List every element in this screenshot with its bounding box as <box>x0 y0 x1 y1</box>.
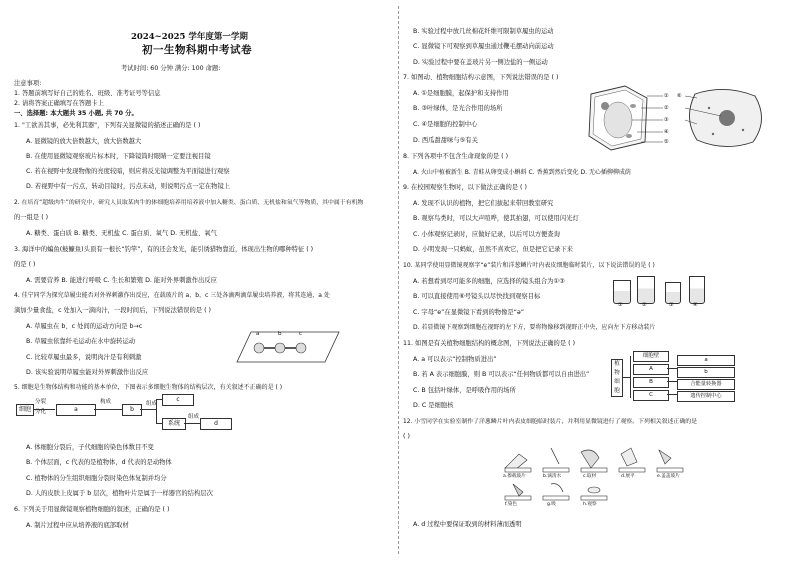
map-line <box>667 394 677 395</box>
note-item: 2. 请将答案正确填写在答题卡上 <box>14 100 104 107</box>
option: C. 若在视野中发现物像的亮度较暗，则应将反光镜调整为平面镜进行观察 <box>26 168 230 175</box>
step-label: f.染色 <box>505 502 517 507</box>
level-c-box: c <box>162 394 194 406</box>
option: D. 若视野中有一污点，转动目镜时，污点未动，则说明污点一定在物镜上 <box>26 183 231 190</box>
cell-label: ③ <box>664 117 669 123</box>
arrow-line <box>33 409 55 410</box>
cell-box: 细胞 <box>16 404 34 416</box>
lens-4 <box>689 276 705 304</box>
option: A. 制片过程中应从培养液的底部取材 <box>26 522 129 529</box>
map-line <box>667 368 677 369</box>
branch-line <box>156 399 157 424</box>
option: D. 小明发现一只蚂蚁，虽然不喜欢它，但是把它记录下来 <box>413 246 573 253</box>
map-line <box>667 381 677 382</box>
cell-diagram-figure <box>585 84 771 152</box>
question-9: 9. 在校园观察生物时，以下做法正确的是 ( ) <box>403 184 527 191</box>
option: D. 人的皮肤上皮属于 b 层次，植物叶片是属于一样器官的结构层次 <box>26 490 213 497</box>
lens-label: ② <box>642 302 647 308</box>
option: D. 西瓜甜甜味与⑤有关 <box>413 137 478 144</box>
system-box: 系统 <box>162 418 186 430</box>
question-7: 7. 如图动、植物细胞结构示意图，下列说法错误的是 ( ) <box>403 74 559 81</box>
edge-label: 组成 <box>146 401 158 407</box>
arrow-line <box>94 409 122 410</box>
edge-label: 构成 <box>100 399 112 405</box>
cell-label: ① <box>664 93 669 99</box>
drop-label-a: a <box>256 331 260 337</box>
arrow-line <box>184 423 200 424</box>
option: C. 字母“e”在显微镜下看到的物像是“ə” <box>413 309 525 316</box>
option: C. B 包括叶绿体，是呼吸作用的场所 <box>413 387 516 394</box>
exam-info: 考试时间: 60 分钟 满分: 100 命题: <box>121 65 221 72</box>
step-label: h.观察 <box>583 502 597 507</box>
question-12: 12. 小雪同学在实验室制作了洋葱鳞片叶内表皮细胞临时装片，并利用显微镜进行了观察。下列相关叙述正确的是 <box>403 419 697 425</box>
notes-heading: 注意事项: <box>14 80 42 87</box>
structure-flow-figure <box>16 398 266 438</box>
option: C. ④是细胞的控制中心 <box>413 121 478 128</box>
differentiate-label: 分化 <box>35 409 47 415</box>
slide-figure <box>229 330 341 364</box>
question-4-cont: 滴加少量食盐，c 处加入一滴肉汁，一段时间后，下列说法错误的是 ( ) <box>14 307 211 314</box>
step-label: a.擦载玻片 <box>503 474 526 479</box>
option: A. a 可以表示“控制物质进出” <box>413 356 497 363</box>
option: B. 若 A 表示细胞膜，则 B 可以表示“任何物质都可以自由进出” <box>413 371 590 378</box>
question-2: 2. 在培育“超级肉牛”的研究中，研究人员取某肉牛的体细胞培养用培养液中加入糖类、蛋白质、无机盐和氧气等物质，其中属于有机物 <box>14 200 364 206</box>
page-title: 初一生物科期中考试卷 <box>142 44 252 56</box>
level-a-box: a <box>56 404 96 416</box>
map-node-c: C <box>633 390 669 401</box>
option: B. 个体层面，c 代表的是植物体，d 代表的是动物体 <box>26 459 172 466</box>
term-line: 2024~2025 学年度第一学期 <box>131 32 248 42</box>
concept-map-figure <box>611 351 771 407</box>
note-item: 1. 答题前填写好自己的姓名、班级、准考证号等信息 <box>14 90 161 97</box>
options-row: A. 糖类、蛋白质 B. 糖类、无机盐 C. 蛋白质、氧气 D. 无机盐、氧气 <box>26 230 217 237</box>
question-3: 3. 海洋中的蝙鱼(鮟鱇鱼)头顶有一根长“钓竿”，有的还会发光，能引诱猎物靠近，体现出生物的哪种特征 ( ) <box>14 246 314 253</box>
cell-label: ⑥ <box>677 93 682 99</box>
option: B. 在使用显微镜观察玻片标本时，下降镜筒时眼睛一定要注视目镜 <box>26 153 211 160</box>
question-11: 11. 如图是有关植物细胞结构的概念图，下列说法正确的是 ( ) <box>403 340 576 347</box>
question-12-cont: ( ) <box>403 433 410 440</box>
root-box: 植物细胞 <box>611 359 623 397</box>
options-row: A. 需要营养 B. 能进行呼吸 C. 生长和繁殖 D. 能对外界刺激作出反应 <box>26 277 217 284</box>
lens-figure <box>611 272 731 308</box>
map-leaf: 遗传控制中心 <box>677 391 735 402</box>
step-label: b.滴清水 <box>543 474 562 479</box>
option: C. 植物体的分生组织细胞分裂时染色体复制并均分 <box>26 475 167 482</box>
step-label: e.盖盖玻片 <box>657 474 680 479</box>
option: A. 显微镜的放大倍数越大，放大倍数越大 <box>26 138 142 145</box>
option: A. ①是细胞膜，起保护和支持作用 <box>413 90 509 97</box>
option: C. 小体观察记录时，应做好记录，以后可以方便查询 <box>413 231 560 238</box>
options-row: A. 火山中植被新生 B. 青蛙从卵变成小蝌蚪 C. 香蕉到然后变化 D. 无心插柳柳成荫 <box>413 169 631 176</box>
cell-label: ⑤ <box>664 139 669 145</box>
cell-label: ② <box>664 105 669 111</box>
question-6: 6. 下列关于用显微镜观察植物细胞的叙述，正确的是 ( ) <box>14 506 170 513</box>
map-leaf: 合能量转换器 <box>677 379 735 390</box>
option: A. d 过程中要保证取到的材料薄而透明 <box>413 521 522 528</box>
arrow-line <box>140 409 156 410</box>
question-8: 8. 下列各项中不包含生命现象的是 ( ) <box>403 153 509 160</box>
map-node: 细胞壁 <box>633 351 669 362</box>
step-label: c.取材 <box>583 474 597 479</box>
map-leaf: b <box>677 367 735 378</box>
cell-label: ④ <box>664 129 669 135</box>
option: A. 草履虫在 b、c 处间的运动方向是 b→c <box>26 323 143 330</box>
option: C. 显微镜下可观察到草履虫通过鞭毛摆动向前运动 <box>413 43 554 50</box>
option: D. 该实验说明草履虫能对外界刺激作出反应 <box>26 369 149 376</box>
arrow-line <box>156 423 162 424</box>
slide-prep-figure <box>501 444 701 512</box>
drop-label-b: b <box>278 331 282 337</box>
map-line <box>630 356 631 398</box>
lens-label: ① <box>618 302 623 308</box>
question-3-cont: 的是 ( ) <box>14 261 36 268</box>
column-divider <box>398 6 399 554</box>
map-node-b: B <box>633 377 669 388</box>
question-10: 10. 某同学使用显微镜观察字“e”装片和洋葱鳞片叶内表皮细胞临时装片，以下说法错误的是 ( ) <box>403 262 655 269</box>
option: B. 可以直接使用⑥号镜头以尽快找到观察目标 <box>413 293 541 300</box>
option: C. 比较草履虫最多，说明肉汁是有利刺激 <box>26 354 142 361</box>
slide-drawing <box>229 330 341 364</box>
lens-label: ③ <box>669 302 674 308</box>
option: B. 草履虫依靠纤毛运动在水中旋转运动 <box>26 338 136 345</box>
question-5: 5. 细胞是生物体结构和功能的基本单位，下图表示多细胞生物体的结构层次，有关叙述不正确的是 ( ) <box>14 384 283 391</box>
level-b-box: b <box>122 404 142 416</box>
option: D. 实验过程中要在盖玻片另一侧边盐的一侧运动 <box>413 59 548 66</box>
question-2-cont: 的一组是 ( ) <box>14 214 49 221</box>
map-node-a: A <box>633 364 669 375</box>
option: A. 若想看到尽可能多的细胞，应选择的镜头组合为①③ <box>413 278 565 285</box>
step-label: g.吸 <box>547 502 556 507</box>
question-1: 1. "工欲善其事，必先利其器"，下列有关显微镜的描述正确的是 ( ) <box>14 122 201 129</box>
option: B. ③叶绿体，是光合作用的场所 <box>413 105 503 112</box>
option: A. 发现不认识的植物，把它们拔起来带回教室研究 <box>413 200 554 207</box>
map-leaf: a <box>677 355 735 366</box>
option: D. 若显微镜下观察到细胞在视野的左下方，要将物像移到视野正中央，应向左下方移动装片 <box>413 324 656 331</box>
step-label: d.展平 <box>621 474 635 479</box>
section-title: 一、选择题: 本大题共 35 小题, 共 70 分。 <box>14 110 138 117</box>
option: B. 实验过程中放几丝棉花纤维可限制草履虫的运动 <box>413 28 554 35</box>
lens-label: ④ <box>693 302 698 308</box>
level-d-box: d <box>200 418 232 430</box>
option: A. 体细胞分裂后，子代细胞的染色体数目不变 <box>26 444 154 451</box>
option: B. 观察鸟类时，可以大声喧哗，使其拍翅，可以使用闪光灯 <box>413 215 579 222</box>
drop-label-c: c <box>299 331 303 337</box>
option: D. C 是细胞核 <box>413 402 454 409</box>
question-4: 4. 佳宁同学为探究草履虫能否对外界刺激作出反应，在载玻片的 a、b、c 三处各滴两滴草履虫培养液，将其连通，a 处 <box>14 292 330 299</box>
split-label: 分裂 <box>35 399 47 405</box>
edge-label: 组成 <box>188 414 200 420</box>
lens-2 <box>637 276 655 304</box>
map-line <box>622 377 630 378</box>
arrow-line <box>156 399 162 400</box>
